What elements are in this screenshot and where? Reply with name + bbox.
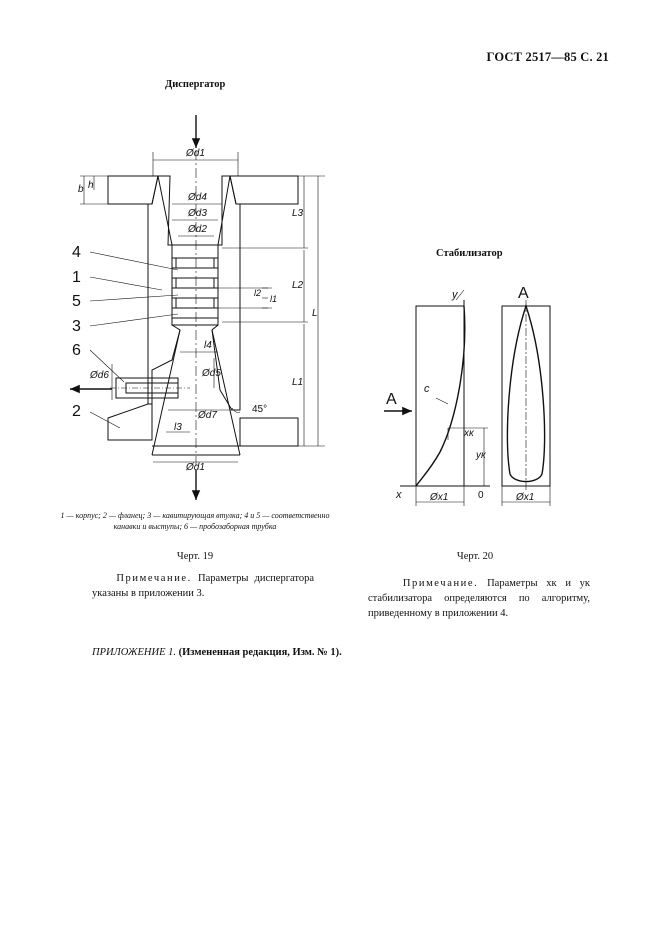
figure19-title: Диспергатор [165, 79, 226, 90]
appendix-line [92, 647, 342, 658]
curve-c-label: c [424, 383, 430, 395]
x1-left-label: Øx1 [430, 492, 449, 503]
profile-curve [416, 306, 465, 486]
dim-l1: l1 [270, 294, 278, 304]
dim-d1-bottom: Ød1 [186, 462, 205, 473]
axis-x-label: x [396, 489, 402, 501]
callout-5: 5 [72, 293, 81, 310]
dim-L: L [312, 308, 318, 319]
view-a-label: A [518, 285, 529, 302]
note-right [368, 576, 590, 621]
origin-label: 0 [478, 490, 484, 501]
figure20-label: Черт. 20 [456, 551, 494, 562]
dim-l2: l2 [254, 288, 262, 298]
x1-right-label: Øx1 [516, 492, 535, 503]
figure19-caption: 1 — корпус; 2 — фланец; 3 — кавитирующая втулка; 4 и 5 — соответственно канавки и выступы; 6 — пробозаборная трубка [60, 511, 330, 531]
dim-d2: Ød2 [188, 224, 207, 235]
dim-l3: l3 [174, 422, 182, 433]
callout-4: 4 [72, 244, 81, 261]
callout-3: 3 [72, 318, 81, 335]
callout-2: 2 [72, 403, 81, 420]
dim-d5: Ød5 [202, 368, 221, 379]
dim-d3: Ød3 [188, 208, 207, 219]
note-right-lead: Примечание. [402, 578, 479, 589]
callout-1: 1 [72, 269, 81, 286]
dim-L3: L3 [292, 208, 304, 219]
figure20-title: Стабилизатор [436, 248, 503, 259]
dim-L2: L2 [292, 280, 304, 291]
xk-label: xк [464, 428, 474, 439]
arrow-a-label: A [386, 391, 397, 408]
figure19-label: Черт. 19 [176, 551, 214, 562]
dim-d7: Ød7 [198, 410, 217, 421]
dim-angle: 45° [252, 404, 268, 415]
axis-y-label: y [452, 289, 458, 301]
dim-L1: L1 [292, 377, 304, 388]
note-left [92, 571, 314, 601]
note-left-text: Параметры диспергатора указаны в приложении 3. [92, 573, 315, 599]
dim-d4: Ød4 [188, 192, 207, 203]
note-left-lead: Примечание. [116, 573, 192, 584]
dim-d6: Ød6 [90, 370, 109, 381]
page-header: ГОСТ 2517—85 С. 21 [486, 50, 609, 64]
note-right-text: Параметры xк и yк стабилизатора определяются по алгоритму, приведенному в приложении 4. [368, 578, 590, 619]
dim-h: h [88, 180, 94, 191]
callout-6: 6 [72, 342, 81, 359]
yk-label: yк [476, 450, 486, 461]
stabilizer-side-frame [416, 306, 464, 486]
dim-d1-top: Ød1 [186, 148, 205, 159]
appendix-italic: ПРИЛОЖЕНИЕ 1. [92, 647, 176, 658]
dim-l4: l4 [204, 340, 212, 351]
dim-b: b [78, 184, 84, 195]
appendix-bold: (Измененная редакция, Изм. № 1). [176, 647, 342, 658]
